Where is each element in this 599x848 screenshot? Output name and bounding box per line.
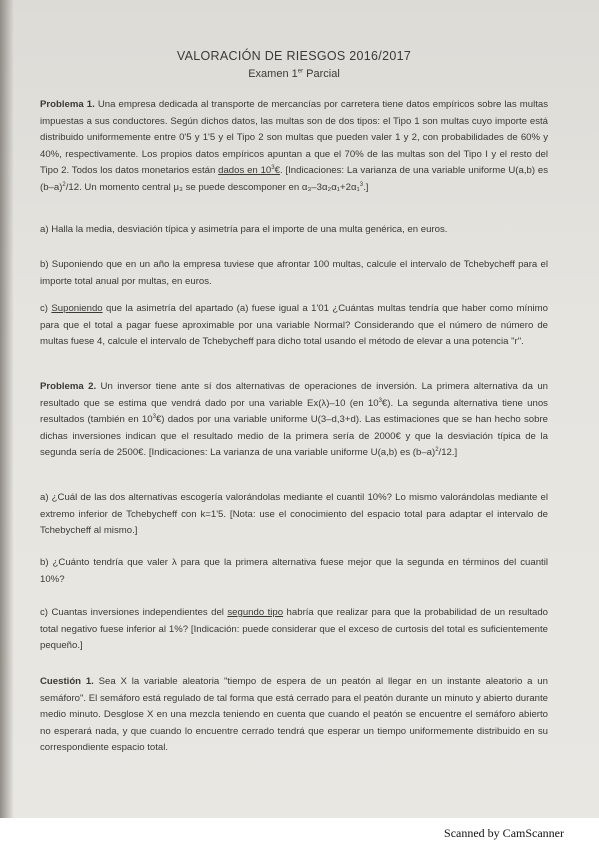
p2-sup-3: 2 — [435, 447, 439, 454]
problema-2-c — [40, 605, 548, 655]
p1-text-3-end: .] — [363, 181, 369, 193]
cuestion-1-statement — [40, 674, 548, 757]
p1-text-2: . [Indicaciones: La varianza de una variable uniforme U(a,b) es (b–a) — [40, 165, 548, 193]
p1-text-1: Una empresa dedicada al transporte de mercancías por carretera tiene datos empíricos sobre las multas impuestas a sus conductores. Según dichos datos, las multas son de dos tipos: el Tipo 1 son multas cuyo importe está distribuido uniformemente entre 0'5 y 1'5 y el Tipo 2 son multas que pueden valer 1 y 2, con probabilidades de 60% y 40%, respectivamente. Los propios datos empíricos apuntan a que el 70% de las multas son del Tipo I y el resto del Tipo 2. Todos los datos monetarios están — [40, 99, 548, 177]
problema-1-statement — [40, 97, 548, 197]
p1c-post: que la asimetría del apartado (a) fuese igual a 1'01 ¿Cuántas multas tendría que haber como mínimo para que el total a pagar fuese aproximable por una variable Normal? Considerando que el número de número de multas fuese 4, calcule el intervalo de Tchebycheff para dicho total usando el método de elevar a una potencia "r". — [40, 303, 548, 348]
p1-underlined-end: € — [274, 165, 280, 177]
p2-text-1: Un inversor tiene ante sí dos alternativas de operaciones de inversión. La primera alternativa da un resultado que se estima que vendrá dado por una variable Ex(λ)–10 (en 10 — [40, 381, 549, 409]
p2-text-3: €) dados por una variable uniforme U(3–d,3+d). Las estimaciones que se han hecho sobre dichas inversiones indican que el resultado medio de la primera sería de 2000€ y que la desviación típica de la segunda sería de 2500€. [Indicaciones: La varianza de una variable uniforme U(a,b) es (b–a) — [40, 414, 548, 459]
subtitle-text: Examen 1 — [248, 68, 298, 80]
subtitle-text-end: Parcial — [303, 68, 340, 80]
problema-1-b: b) Suponiendo que en un año la empresa tuviese que afrontar 100 multas, calcule el intervalo de Tchebycheff para el importe total anual por multas, en euros. — [40, 259, 548, 287]
p1-sup-2: 2 — [62, 181, 66, 188]
p1-sup-3: 3 — [359, 181, 364, 188]
p1-underlined-text: dados en 10 — [218, 165, 272, 177]
p2c-post: habría que realizar para que la probabilidad de un resultado total negativo fuese inferior al 1%? [Indicación: puede considerar que el exceso de curtosis del total es suficientemente pequeño.] — [40, 607, 548, 652]
p1c-pre: c) — [40, 303, 52, 314]
problema-2-statement — [40, 379, 548, 462]
page-edge-shadow — [0, 0, 14, 818]
p2-sup-1: 3 — [378, 397, 382, 404]
p2-sup-2: 3 — [152, 414, 156, 420]
exam-title: VALORACIÓN DE RIESGOS 2016/2017 — [176, 49, 412, 63]
problema-2-b: b) ¿Cuánto tendría que valer λ para que la primera alternativa fuese mejor que la segunda en términos del cuantil 10%? — [40, 557, 548, 585]
p1-underlined-sup: 3 — [271, 165, 275, 172]
p1-text-3: /12. Un momento central μ₃ se puede descomponer en α₃–3α₂α₁+2α₁ — [65, 181, 360, 193]
p2-text-3-end: /12.] — [438, 447, 458, 459]
problema-2-a: a) ¿Cuál de las dos alternativas escogería valorándolas mediante el cuantil 10%? Lo mismo valorándolas mediante el extremo inferior de Tchebycheff con k=1'5. [Nota: use el conocimiento del espacio total para adaptar el intervalo de Tchebycheff al mismo.] — [40, 492, 548, 537]
p2c-pre: c) Cuantas inversiones independientes del — [40, 607, 228, 618]
scanner-watermark: Scanned by CamScanner — [444, 826, 564, 840]
p1c-underlined: Suponiendo — [51, 303, 103, 314]
p1-underlined — [218, 165, 280, 176]
subtitle-sup: er — [297, 68, 304, 75]
cuestion-1-label: Cuestión 1. — [40, 676, 94, 687]
p2c-underlined: segundo tipo — [227, 607, 284, 618]
problema-1-c — [40, 301, 548, 351]
p2-text-2: €). La segunda alternativa tiene unos resultados (también en 10 — [40, 397, 548, 426]
exam-subtitle — [40, 66, 548, 83]
cuestion-1-text: Sea X la variable aleatoria "tiempo de espera de un peatón al llegar en un instante aleatorio a un semáforo". El semáforo está regulado de tal forma que está cerrado para el peatón durante un minuto y abierto durante medio minuto. Desglose X en una mezcla teniendo en cuenta que cuando el peatón se encuentre el semáforo abierto no esperará nada, y que cuando lo encuentre cerrado tendrá que esperar un tiempo uniformemente distribuido en su correspondiente espacio total. — [40, 676, 548, 754]
problema-2-label: Problema 2. — [40, 381, 97, 392]
problema-1-label: Problema 1. — [40, 99, 95, 110]
problema-1-a: a) Halla la media, desviación típica y asimetría para el importe de una multa genérica, en euros. — [40, 224, 448, 235]
